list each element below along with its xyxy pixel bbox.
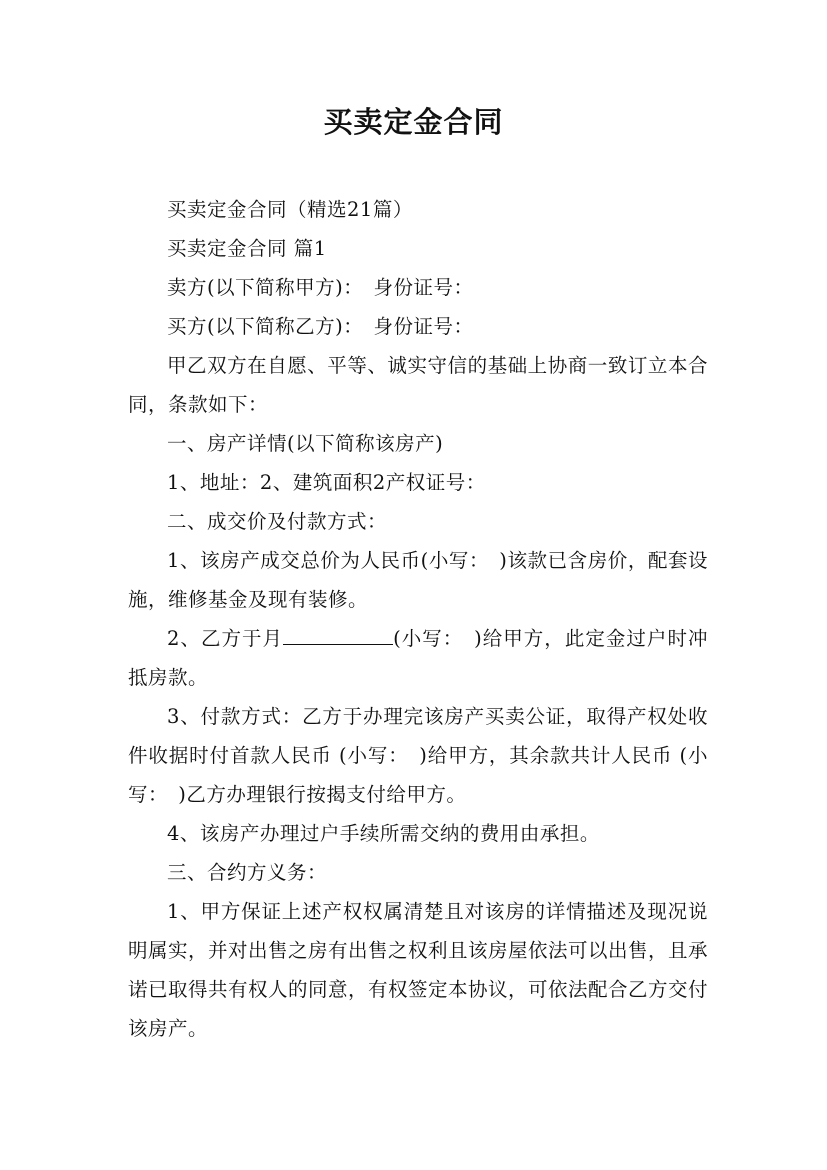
document-title: 买卖定金合同 <box>323 105 504 139</box>
paragraph: 3、付款方式：乙方于办理完该房产买卖公证，取得产权处收件收据时付首款人民币 (小写： )给甲方，其余款共计人民币 (小写： )乙方办理银行按揭支付给甲方。 <box>128 705 708 806</box>
paragraph: 买方(以下简称乙方)： 身份证号： <box>167 315 474 338</box>
paragraph: 1、地址：2、建筑面积2产权证号： <box>167 471 486 494</box>
paragraph: 4、该房产办理过户手续所需交纳的费用由承担。 <box>167 822 600 845</box>
paragraph: 1、甲方保证上述产权权属清楚且对该房的详情描述及现况说明属实，并对出售之房有出售之权利且该房屋依法可以出售，且承诺已取得共有权人的同意，有权签定本协议，可依法配合乙方交付该房产。 <box>128 900 709 1040</box>
paragraph-text: (小写： )给甲方，此定金过户时冲抵房款。 <box>128 627 708 689</box>
fill-in-blank <box>283 622 393 645</box>
paragraph: 三、合约方义务： <box>167 861 328 884</box>
paragraph <box>128 619 708 697</box>
paragraph-text: 2、乙方于月 <box>167 627 284 650</box>
paragraph: 甲乙双方在自愿、平等、诚实守信的基础上协商一致订立本合同，条款如下： <box>128 354 708 416</box>
paragraph: 1、该房产成交总价为人民币(小写： )该款已含房价，配套设施，维修基金及现有装修。 <box>128 549 708 611</box>
paragraph: 一、房产详情(以下简称该房产) <box>167 432 444 455</box>
paragraph: 二、成交价及付款方式： <box>167 510 388 533</box>
paragraph: 买卖定金合同 篇1 <box>167 237 327 260</box>
document-body <box>128 190 708 1048</box>
paragraph: 卖方(以下简称甲方)： 身份证号： <box>167 276 474 299</box>
paragraph: 买卖定金合同（精选21篇） <box>167 198 413 221</box>
